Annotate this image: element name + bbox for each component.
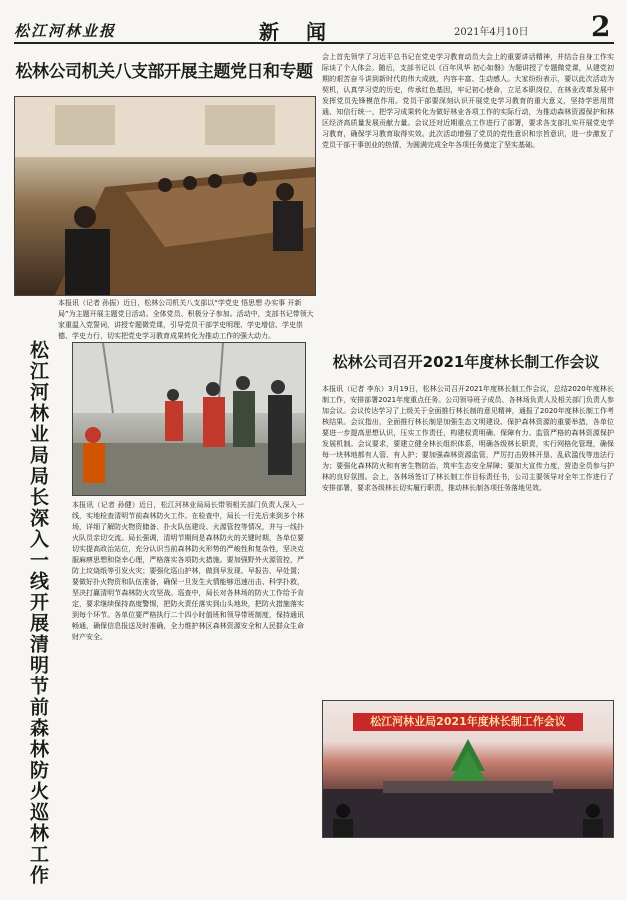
page-number: 2 <box>591 10 611 43</box>
issue-date: 2021年4月10日 <box>454 27 529 38</box>
article3-body: 本报讯（记者 李东）3月19日，松林公司召开2021年度林长制工作会议，总结2020年度林长制工作，安排部署2021年度重点任务。公司领导班子成员、各林场负责人及相关部门负责人参加会议。会议传达学习了上级关于全面推行林长制的意见精神，通报了2020年度林长制工作考核结果。会议指出，全面推行林长制是加强生态文明建设、保护森林资源的重要举措，各单位要进一步提高思想认识，压实工作责任，构建权责明确、保障有力、监管严格的森林资源保护发展机制。会议要求，要建立健全林长组织体系，明确各级林长职责，实行网格化管理，确保每一块林地都有人管、有人护；要加强森林资源监管，严厉打击毁林开垦、乱砍滥伐等违法行为；要强化森林防火和有害生物防治，筑牢生态安全屏障；要加大宣传力度，营造全员参与护林的良好氛围。会上，各林场签订了林长制工作目标责任书，公司主要领导对全年工作进行了安排部署，要求各级林长切实履行职责，推动林长制各项任务落地见效。 <box>322 385 614 492</box>
article1-body: 会上首先领学了习近平总书记在党史学习教育动员大会上的重要讲话精神，并结合自身工作实际谈了个人体会。随后，支部书记以《百年风华 初心如磐》为题讲授了专题微党课，从建党初期的艰苦奋斗讲到新时代的伟大成就，内容丰富、生动感人。大家纷纷表示，要以此次活动为契机，认真学习党的历史，传承红色基因，牢记初心使命，立足本职岗位，在林业改革发展中发挥党员先锋模范作用。党员干部要深刻认识开展党史学习教育的重大意义，坚持学思用贯通、知信行统一，把学习成果转化为做好林业各项工作的实际行动，为推动森林资源保护和林区经济高质量发展贡献力量。会议还对近期重点工作进行了部署，要求各支部扎实开展党史学习教育，确保学习教育取得实效。此次活动增强了党员的党性意识和宗旨意识，进一步激发了党员干部干事创业的热情，为圆满完成全年各项任务奠定了坚实基础。 <box>322 53 614 149</box>
article1-headline: 松林公司机关八支部开展主题党日和专题 <box>15 62 313 82</box>
section-title: 新 闻 <box>259 20 336 44</box>
conference-banner: 松江河林业局2021年度林长制工作会议 <box>353 713 583 731</box>
article2-body: 本报讯（记者 孙健）近日，松江河林业局局长带领相关部门负责人深入一线，实地检查清明节前森林防火工作。在检查中，局长一行先后来到多个林场，详细了解防火物资储备、扑火队伍建设、火源管控等情况，并与一线扑火队员亲切交流。局长强调，清明节期间是森林防火的关键时期，各单位要切实提高政治站位，充分认识当前森林防火形势的严峻性和复杂性，坚决克服麻痹思想和侥幸心理，严格落实各项防火措施。要加强野外火源管控，严防上坟烧纸等引发火灾；要强化巡山护林，做到早发现、早报告、早处置；要做好扑火物资和队伍准备，确保一旦发生火情能够迅速出击、科学扑救，坚决打赢清明节森林防火攻坚战。巡查中，局长对各林场的防火工作给予肯定，要求继续保持高度警惕，把防火责任落实到山头地块，把防火措施落实到每个环节。各单位要严格执行二十四小时值班和领导带班制度，保持通讯畅通，确保信息报送及时准确，全力维护林区森林资源安全和人民群众生命财产安全。 <box>72 501 304 641</box>
article3-headline: 松林公司召开2021年度林长制工作会议 <box>332 353 600 371</box>
article2-fire-drill-photo <box>72 342 306 496</box>
article1-caption: 本报讯（记者 孙振）近日，松林公司机关八支部以“学党史 悟思想 办实事 开新局”为主题开展主题党日活动。全体党员、积极分子参加。活动中，支部书记带领大家重温入党誓词，讲授专题微党课，引导党员干部学史明理、学史增信、学史崇德、学史力行，切实把党史学习教育成果转化为推动工作的强大动力。 <box>58 299 314 340</box>
masthead <box>14 10 614 44</box>
article3-conference-photo <box>322 700 614 838</box>
article1-meeting-photo <box>14 96 316 296</box>
publication-title: 松江河林业报 <box>14 22 117 40</box>
article2-headline: 松江河林业局局长深入一线开展清明节前森林防火巡林工作 <box>27 340 49 886</box>
